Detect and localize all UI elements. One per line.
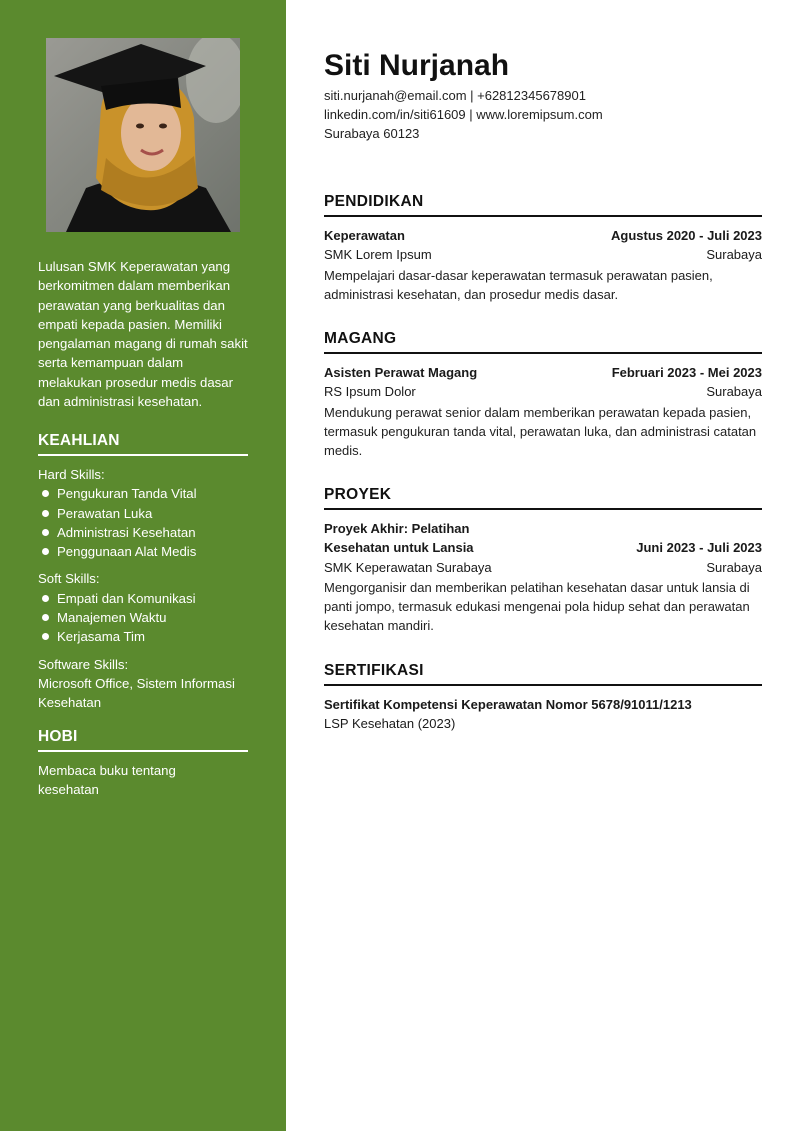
internship-dates: Februari 2023 - Mei 2023: [611, 365, 762, 380]
list-item: Perawatan Luka: [38, 504, 248, 523]
internship-institution: RS Ipsum Dolor: [324, 384, 416, 400]
hard-skills-list: [38, 484, 248, 561]
project-section: [324, 486, 762, 636]
profile-photo-illustration: [46, 38, 240, 232]
education-title: Keperawatan: [324, 228, 405, 243]
project-heading: PROYEK: [324, 486, 762, 510]
internship-description: Mendukung perawat senior dalam memberikan perawatan kepada pasien, termasuk pengukuran tanda vital, perawatan luka, dan administrasi catatan medis.: [324, 404, 757, 459]
project-description: Mengorganisir dan memberikan pelatihan kesehatan dasar untuk lansia di panti jompo, termasuk edukasi mengenai pola hidup sehat dan perawatan kesehatan mandiri.: [324, 579, 750, 634]
sidebar: [0, 0, 286, 1131]
candidate-name: Siti Nurjanah: [324, 49, 510, 82]
skills-heading: KEAHLIAN: [38, 432, 248, 456]
profile-summary: Lulusan SMK Keperawatan yang berkomitmen dalam memberikan perawatan yang berkualitas dan empati kepada pasien. Memiliki pengalaman magang di rumah sakit serta kemampuan dalam melakukan prosedur medis dasar dan administrasi kesehatan.: [38, 259, 248, 410]
software-skills-label: Software Skills:: [38, 656, 129, 672]
list-item: Manajemen Waktu: [38, 608, 248, 627]
certification-section: [324, 662, 762, 734]
education-heading: PENDIDIKAN: [324, 193, 762, 217]
list-item: Pengukuran Tanda Vital: [38, 484, 248, 503]
education-description: Mempelajari dasar-dasar keperawatan termasuk perawatan pasien, administrasi kesehatan, dan prosedur medis dasar.: [324, 267, 713, 302]
project-institution: SMK Keperawatan Surabaya: [324, 559, 492, 575]
soft-skills-label: Soft Skills:: [38, 571, 100, 587]
internship-heading: MAGANG: [324, 330, 762, 354]
contact-email-phone: siti.nurjanah@email.com | +62812345678901: [324, 88, 586, 103]
project-dates: Juni 2023 - Juli 2023: [636, 540, 762, 556]
education-dates: Agustus 2020 - Juli 2023: [610, 228, 762, 243]
contact-address: Surabaya 60123: [324, 126, 420, 141]
list-item: Administrasi Kesehatan: [38, 523, 248, 542]
project-title-line2: Kesehatan untuk Lansia: [324, 540, 474, 556]
hobbies-text: Membaca buku tentang kesehatan: [38, 763, 176, 798]
internship-location: Surabaya: [706, 384, 762, 400]
certification-issuer: LSP Kesehatan (2023): [324, 716, 456, 732]
education-institution: SMK Lorem Ipsum: [324, 247, 432, 263]
internship-section: [324, 330, 762, 460]
contact-links: linkedin.com/in/siti61609 | www.loremipsum.com: [324, 107, 603, 122]
list-item: Empati dan Komunikasi: [38, 589, 248, 608]
education-location: Surabaya: [706, 247, 762, 263]
list-item: Kerjasama Tim: [38, 627, 248, 646]
skills-section: [38, 432, 248, 713]
list-item: Penggunaan Alat Medis: [38, 542, 248, 561]
profile-photo: [46, 38, 240, 232]
software-skills-text: Microsoft Office, Sistem Informasi Kesehatan: [38, 675, 235, 711]
header: [324, 48, 762, 143]
soft-skills-list: [38, 589, 248, 647]
certification-title: Sertifikat Kompetensi Keperawatan Nomor 5678/91011/1213: [324, 697, 692, 712]
internship-title: Asisten Perawat Magang: [324, 365, 478, 380]
hobbies-heading: HOBI: [38, 728, 248, 752]
hobbies-section: [38, 728, 248, 800]
project-title-line1: Proyek Akhir: Pelatihan: [324, 521, 470, 536]
certification-heading: SERTIFIKASI: [324, 662, 762, 686]
project-location: Surabaya: [706, 559, 762, 575]
hard-skills-label: Hard Skills:: [38, 467, 105, 482]
education-section: [324, 193, 762, 304]
